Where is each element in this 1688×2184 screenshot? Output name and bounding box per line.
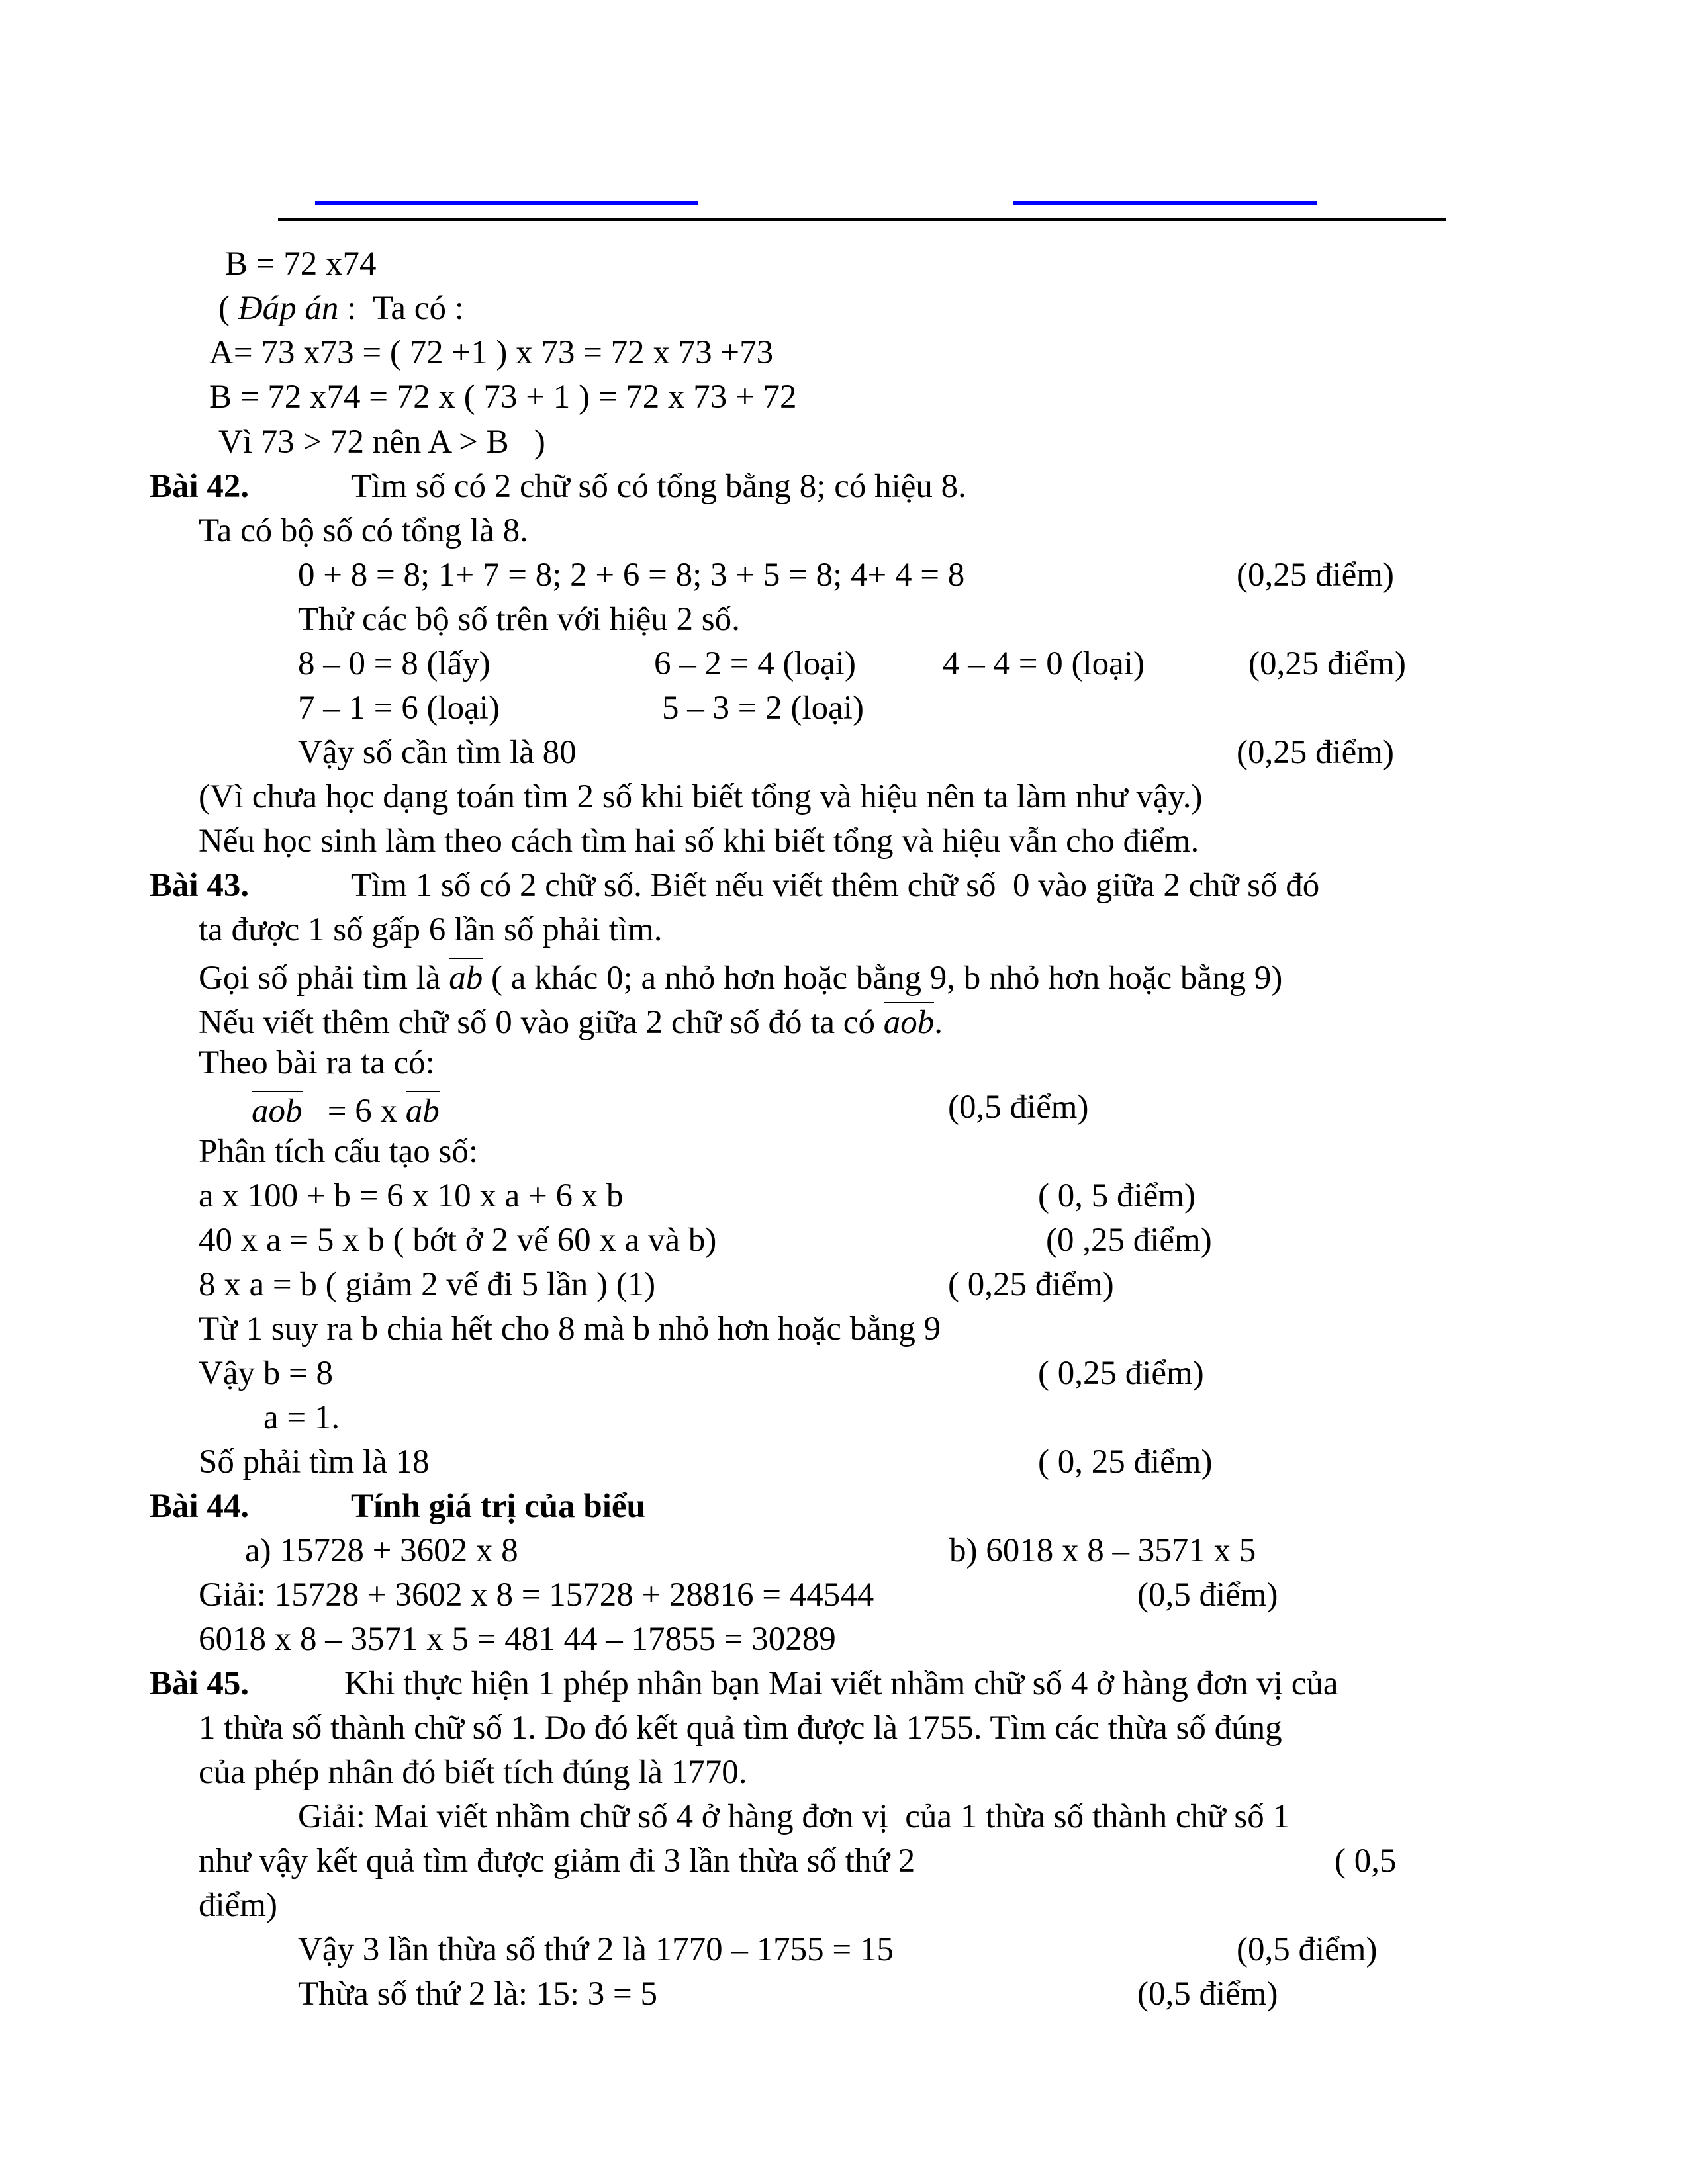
text-line: Vì 73 > 72 nên A > B )	[218, 424, 545, 461]
exercise-label: Bài 42.	[150, 468, 250, 505]
text-fragment: Gọi số phải tìm là	[199, 960, 449, 997]
text-line	[218, 292, 464, 326]
text-line: Ta có bộ số có tổng là 8.	[199, 512, 528, 549]
text-line: 4 – 4 = 0 (loại)	[943, 645, 1145, 682]
text-line: Giải: Mai viết nhầm chữ số 4 ở hàng đơn vị của 1 thừa số thành chữ số 1	[298, 1798, 1290, 1835]
text-line: Vậy 3 lần thừa số thứ 2 là 1770 – 1755 = 15	[298, 1931, 894, 1968]
text-line: Vậy số cần tìm là 80	[298, 734, 577, 771]
answer-label: Đáp án	[238, 290, 339, 327]
exercise-title: Tìm số có 2 chữ số có tổng bằng 8; có hiệu 8.	[351, 468, 966, 505]
text-line: Theo bài ra ta có:	[199, 1044, 435, 1081]
text-line: 5 – 3 = 2 (loại)	[662, 690, 864, 727]
exercise-title: Khi thực hiện 1 phép nhân bạn Mai viết nhầm chữ số 4 ở hàng đơn vị của	[344, 1665, 1338, 1702]
overline-number: aob	[252, 1091, 303, 1128]
header-rule	[278, 218, 1446, 221]
text-line: Phân tích cấu tạo số:	[199, 1133, 479, 1170]
text-line: A= 73 x73 = ( 72 +1 ) x 73 = 72 x 73 +73	[209, 334, 774, 371]
text-line: b) 6018 x 8 – 3571 x 5	[949, 1532, 1256, 1569]
text-line: như vậy kết quả tìm được giảm đi 3 lần thừa số thứ 2	[199, 1843, 915, 1880]
score-label: (0,5 điểm)	[948, 1089, 1089, 1126]
text-line: 0 + 8 = 8; 1+ 7 = 8; 2 + 6 = 8; 3 + 5 = 8; 4+ 4 = 8	[298, 557, 965, 594]
score-label: (0,25 điểm)	[1237, 557, 1394, 594]
score-label: ( 0, 25 điểm)	[1038, 1443, 1213, 1480]
text-line: 8 – 0 = 8 (lấy)	[298, 645, 491, 682]
text-line: 6 – 2 = 4 (loại)	[654, 645, 856, 682]
score-label: (0,5 điểm)	[1137, 1576, 1278, 1614]
text-line: Số phải tìm là 18	[199, 1443, 430, 1480]
text-fragment: (	[218, 290, 238, 327]
text-line: 7 – 1 = 6 (loại)	[298, 690, 500, 727]
text-line: (Vì chưa học dạng toán tìm 2 số khi biết tổng và hiệu nên ta làm như vậy.)	[199, 778, 1203, 815]
text-line: 1 thừa số thành chữ số 1. Do đó kết quả tìm được là 1755. Tìm các thừa số đúng	[199, 1709, 1282, 1747]
text-line: a) 15728 + 3602 x 8	[245, 1532, 518, 1569]
text-line: ta được 1 số gấp 6 lần số phải tìm.	[199, 911, 663, 948]
score-label: (0,5 điểm)	[1137, 1976, 1278, 2013]
overline-number: ab	[449, 958, 483, 995]
text-line: 8 x a = b ( giảm 2 vế đi 5 lần ) (1)	[199, 1266, 656, 1303]
text-line: B = 72 x74	[225, 246, 377, 283]
exercise-label: Bài 45.	[150, 1665, 250, 1702]
score-label: (0,25 điểm)	[1237, 734, 1394, 771]
overline-number: ab	[406, 1091, 440, 1128]
text-line: của phép nhân đó biết tích đúng là 1770.	[199, 1754, 747, 1791]
text-line	[252, 1091, 440, 1128]
header-link-right[interactable]	[1013, 201, 1317, 205]
score-label: ( 0,5	[1335, 1843, 1397, 1880]
text-line: Thử các bộ số trên với hiệu 2 số.	[298, 601, 740, 638]
exercise-title: Tìm 1 số có 2 chữ số. Biết nếu viết thêm chữ số 0 vào giữa 2 chữ số đó	[351, 867, 1320, 904]
text-fragment: = 6 x	[302, 1093, 406, 1130]
text-line: a x 100 + b = 6 x 10 x a + 6 x b	[199, 1177, 624, 1214]
text-line: Vậy b = 8	[199, 1355, 333, 1392]
exercise-label: Bài 43.	[150, 867, 250, 904]
score-label: (0,25 điểm)	[1248, 645, 1406, 682]
score-label: (0,5 điểm)	[1237, 1931, 1378, 1968]
exercise-label: Bài 44.	[150, 1488, 250, 1525]
text-line: Từ 1 suy ra b chia hết cho 8 mà b nhỏ hơn hoặc bằng 9	[199, 1310, 941, 1347]
text-fragment: Nếu viết thêm chữ số 0 vào giữa 2 chữ số đó ta có	[199, 1004, 884, 1041]
text-line: a = 1.	[263, 1399, 340, 1436]
score-label: ( 0,25 điểm)	[948, 1266, 1114, 1303]
text-line	[199, 958, 1282, 995]
text-fragment: ( a khác 0; a nhỏ hơn hoặc bằng 9, b nhỏ hơn hoặc bằng 9)	[483, 960, 1283, 997]
text-line: 6018 x 8 – 3571 x 5 = 481 44 – 17855 = 30289	[199, 1621, 836, 1658]
exercise-title: Tính giá trị của biểu	[351, 1488, 645, 1525]
text-line: 40 x a = 5 x b ( bớt ở 2 vế 60 x a và b)	[199, 1222, 717, 1259]
text-fragment: : Ta có :	[338, 290, 464, 327]
overline-number: aob	[884, 1002, 935, 1040]
text-line: điểm)	[199, 1887, 277, 1924]
text-line: Nếu học sinh làm theo cách tìm hai số khi biết tổng và hiệu vẫn cho điểm.	[199, 823, 1199, 860]
text-line: Thừa số thứ 2 là: 15: 3 = 5	[298, 1976, 657, 2013]
text-line	[199, 1002, 943, 1040]
score-label: ( 0,25 điểm)	[1038, 1355, 1204, 1392]
header-link-left[interactable]	[315, 201, 698, 205]
text-fragment: .	[934, 1004, 943, 1041]
score-label: ( 0, 5 điểm)	[1038, 1177, 1196, 1214]
text-line: Giải: 15728 + 3602 x 8 = 15728 + 28816 = 44544	[199, 1576, 874, 1614]
score-label: (0 ,25 điểm)	[1046, 1222, 1212, 1259]
text-line: B = 72 x74 = 72 x ( 73 + 1 ) = 72 x 73 + 72	[209, 379, 797, 416]
